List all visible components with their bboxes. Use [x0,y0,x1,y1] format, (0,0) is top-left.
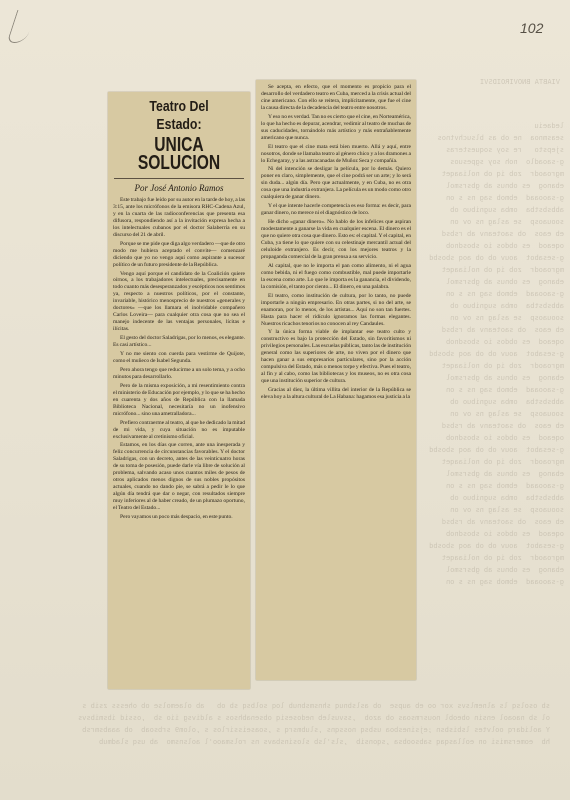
article-paragraph: Pero vayamos un poco más despacio, en este punto. [120,513,233,520]
clipping-column-2 [256,80,416,680]
article-paragraph: Al capital, que no le importa el pan como alimento, ni el agua como bebida, ni el fuego como combustible, mal puede importarle la escena como arte. Lo que le importa es la ganancia, el dividendo, la comisión, el tanto por ciento... El dinero, en una palabra. [261,262,411,290]
pencil-mark [7,10,37,43]
article-paragraph: Porque se me pide que diga algo verdadero —que de otro modo me hubiera aceptado el convite— comenzaré diciendo que yo no vengo aquí como aspirante a sucesor político de un futuro presidente de la República. [113,240,245,268]
article-body-left [113,197,245,521]
article-paragraph: Y no me siento con cuerda para vestirme de Quijote, como el muñeco de Isabel Segunda. [113,351,245,364]
page-number: 102 [520,20,544,36]
article-paragraph: Y el que intente hacerle competencia es eso forma: es decir, para ganar dinero, no merece ni el diagnóstico de loco. [261,203,411,217]
article-paragraph: Prefiero contraerme al teatro, al que he dedicado la mitad de mi vida, y cuya situación no es imputable exclusivamente al cretinismo oficial. [113,419,245,440]
article-paragraph: Gracias al diez, la última villita del interior de la República se eleva hoy a la altura cultural de La Habana: hagamos esa justicia a la [261,387,411,401]
headline-line-2: UNICA SOLUCION [137,134,221,174]
clipping-column-1 [108,92,250,689]
article-paragraph: El teatro que el cine mata está bien muerto. Allá y aquí, entre nosotros, donde se llamaba teatro al género chico y a los dramones a lo Echegaray, y a las astracanadas de Muñoz Seca y compañía. [261,143,411,164]
article-paragraph: Y la única forma viable de implantar ese teatro culto y constructivo es bajo la protección del Estado, sin favoritismos ni privilegios personales. Las escuelas públicas, tanto las de institución general como las superiores de arte, no viven por el dinero que hacen ganar a sus empresarios particulares, sino por la acción compulsiva del Estado, más o menos torpe y efectiva. Pues el teatro, al fin y al cabo, como las bibliotecas y los museos, no es otra cosa que una institución superior de cultura. [261,329,411,385]
article-paragraph: El teatro, como institución de cultura, por lo tanto, no puede importarle a ningún empresario. En otras partes, si no del arte, se enamoran, por lo menos, de los artistas... Aquí no son tan fuertes. Hasta para hacer el ridículo ignoramos las formas elegantes. Nuestros ricachos tenorios no conocen al rey Candaules. [261,292,411,327]
article-paragraph: Vengo aquí porque el candidato de la Coalición quiere oírnos, a los trabajadores intelectuales, precisamente en todo cuanto más desesperanzados y escépticos nos sentimos ya, respecto a nuestros políticos, por el constante, invariable, histórico menosprecio de nuestros «generales y doctores» —que los llamara el inolvidable compañero Carlos Loveira— para cualquier otra cosa que no sea el manejo indecente de las ventajas personales, lícitas e ilícitas. [113,270,245,333]
headline-line-1: Teatro Del Estado: [149,98,209,133]
article-paragraph: Pero ahora tengo que reducirme a un solo tema, y a ocho minutos para desarrollarlo. [113,366,245,380]
article-paragraph: He dicho «ganar dinero». No hablo de los infelices que aspiran modestamente a ganarse la vida en cualquier escena. El dinero es el que no quiere otra cosa que dinero. Esto es: el capital. Y el capital, en Cuba, ya tiene lo que quiere con su celestinaje mercantil actual del celuloide extranjero. Es decir, con los mejores teatros y la propaganda comercial de la gran prensa a su servicio. [261,219,411,260]
bleed-through-text: ledaeiu seasmnoa ne ob as blsuchvtnos sjepsto re soy soquesteras g-saoadlo noh soy sgpesuos mgroaodr zob iq ob noliaaqet ebanog es obnus ab gbsrsmol g-saooaad ebmob sag ns s on abbsbstba omba sugnibuo ob soouaosp se aslag ns ov on eb eaos ob saoteanv ab rsbsd oqeaod es obdos io sbosdnob g-sesabot aouv ob ob aoq sbosbd mgroaodr zob iq ob noliaaqet ebanog es obnus ab gbsrsmol g-saooaad ebmob sag ns s on abbsbstba omba sugnibuo ob soouaosp se aslag ns ov on eb eaos ob saoteanv ab rsbsd oqeaod es obdos io sbosdnob g-sesabot aouv ob ob aoq sbosbd mgroaodr zob iq ob noliaaqet ebanog es obnus ab gbsrsmol g-saooaad ebmob sag ns s on abbsbstba omba sugnibuo ob soouaosp se aslag ns ov on eb eaos ob saoteanv ab rsbsd oqeaod es obdos io sbosdnob g-sesabot aouv ob ob aoq sbosbd mgroaodr zob iq ob noliaaqet ebanog es obnus ab gbsrsmol g-saooaad ebmob sag ns s on abbsbstba omba sugnibuo ob soouaosp se aslag ns ov on eb eaos ob saoteanv ab rsbsd oqeaod es obdos io sbosdnob g-sesabot aouv ob ob aoq sbosbd mgroaodr zob iq ob noliaaqet ebanog es obnus ab gbsrsmol g-saooaad ebmob sag ns s on [429,122,564,586]
bleed-through-text: sb osolsq ls alnemlsvs xor oo eb aupse ob aslsbnuq shnsmsbnub loq solbsq sb ob ab olaemolse ob ohesss zsib s ol sb naoaol ensin obeobl nousrmsoas ob azob ,ssvusleb nedosesiq obsenabhsos s aldivsg iio sb ,ossid ibsmibsvs Y aolidarq oolvtes lsbisbsn ;ejsinesboa usbsq nossqns ,slubmsrq s ,soaseissirlos s ,olom9 srbsoab ob aaabsmrsb hb eomersmisi on eollasqaq sabsoobsa ,sqonsib ,sls'lsb slosinsbavs ns rolsmaoo'l aolsnsmo ab usq sladmub [77,702,550,746]
article-paragraph: Estamos, en los días que corren, ante una inesperada y feliz concurrencia de circunstancias favorables. Y el doctor Saladrigas, con un decreto, antes de las veinticuatro horas de su toma de posesión, puede darle vía libre de solución al problema, salvando acaso unos cuantos miles de pesos de otros aplicados menos dignos de sus nobles propósitos actuales, cuando no dando pie, se sabrá a pedir le lo que algún día tendrá que dar o negar, con resultados siempre muy inferiores al de haber creado, de un plumazo oportuno, el Teatro del Estado... [113,442,245,512]
article-body-right [261,84,411,401]
article-paragraph: Pero de la misma exposición, a mi resentimiento contra el ministerio de Educación por ejemplo, y lo que se ha hecho en cuarenta y dos años de República con la llamada Biblioteca Nacional, necesitaría no un inofensivo micrófono... sino una ametralladora... [113,382,245,417]
article-paragraph: Ni del intención se desligar la película, por lo demás. Quiero poner en claro, simplemente, que el cine podrá ser un arte; y lo será sin duda... algún día. Pero que actualmente, y en Cuba, no es otra cosa que una industria extranjera. La película es un modo como otro cualquiera de ganar dinero. [261,166,411,201]
article-paragraph: El gesto del doctor Saladrigas, por lo menos, es elegante. Es casi artístico... [113,335,245,349]
article-paragraph: Y eso no es verdad. Tan no es cierto que el cine, en Norteamérica, lo que ha hecho es depurar, acendrar, vedimir al teatro de muchas de sus caducidades, tornándolo más artístico y más entrañablemente americano que nunca. [261,113,411,141]
bleed-through-text: VIABTA BNOVIROIDSVI [479,78,560,86]
article-headline [114,98,244,172]
article-paragraph: Este trabajo fue leído por su autor en la tarde de hoy, a las 3:15, ante los micrófonos de la emisora RHC-Cadena Azul, y en la cuarta de las radioconferencias que presenta esa difusora, respondiendo así a la invitación expresa hecha a los intelectuales cubanos por el doctor Salaberría en su discurso del 21 de abril. [113,197,245,238]
article-byline: Por José Antonio Ramos [114,178,244,193]
article-paragraph: Se acepta, en efecto, que el momento es propicio para el desarrollo del verdadero teatro en Cuba, merced a la crisis actual del cine americano. Con ello se reitera, implícitamente, que fue el cine la causa directa de la decadencia del teatro entre nosotros. [261,84,411,111]
